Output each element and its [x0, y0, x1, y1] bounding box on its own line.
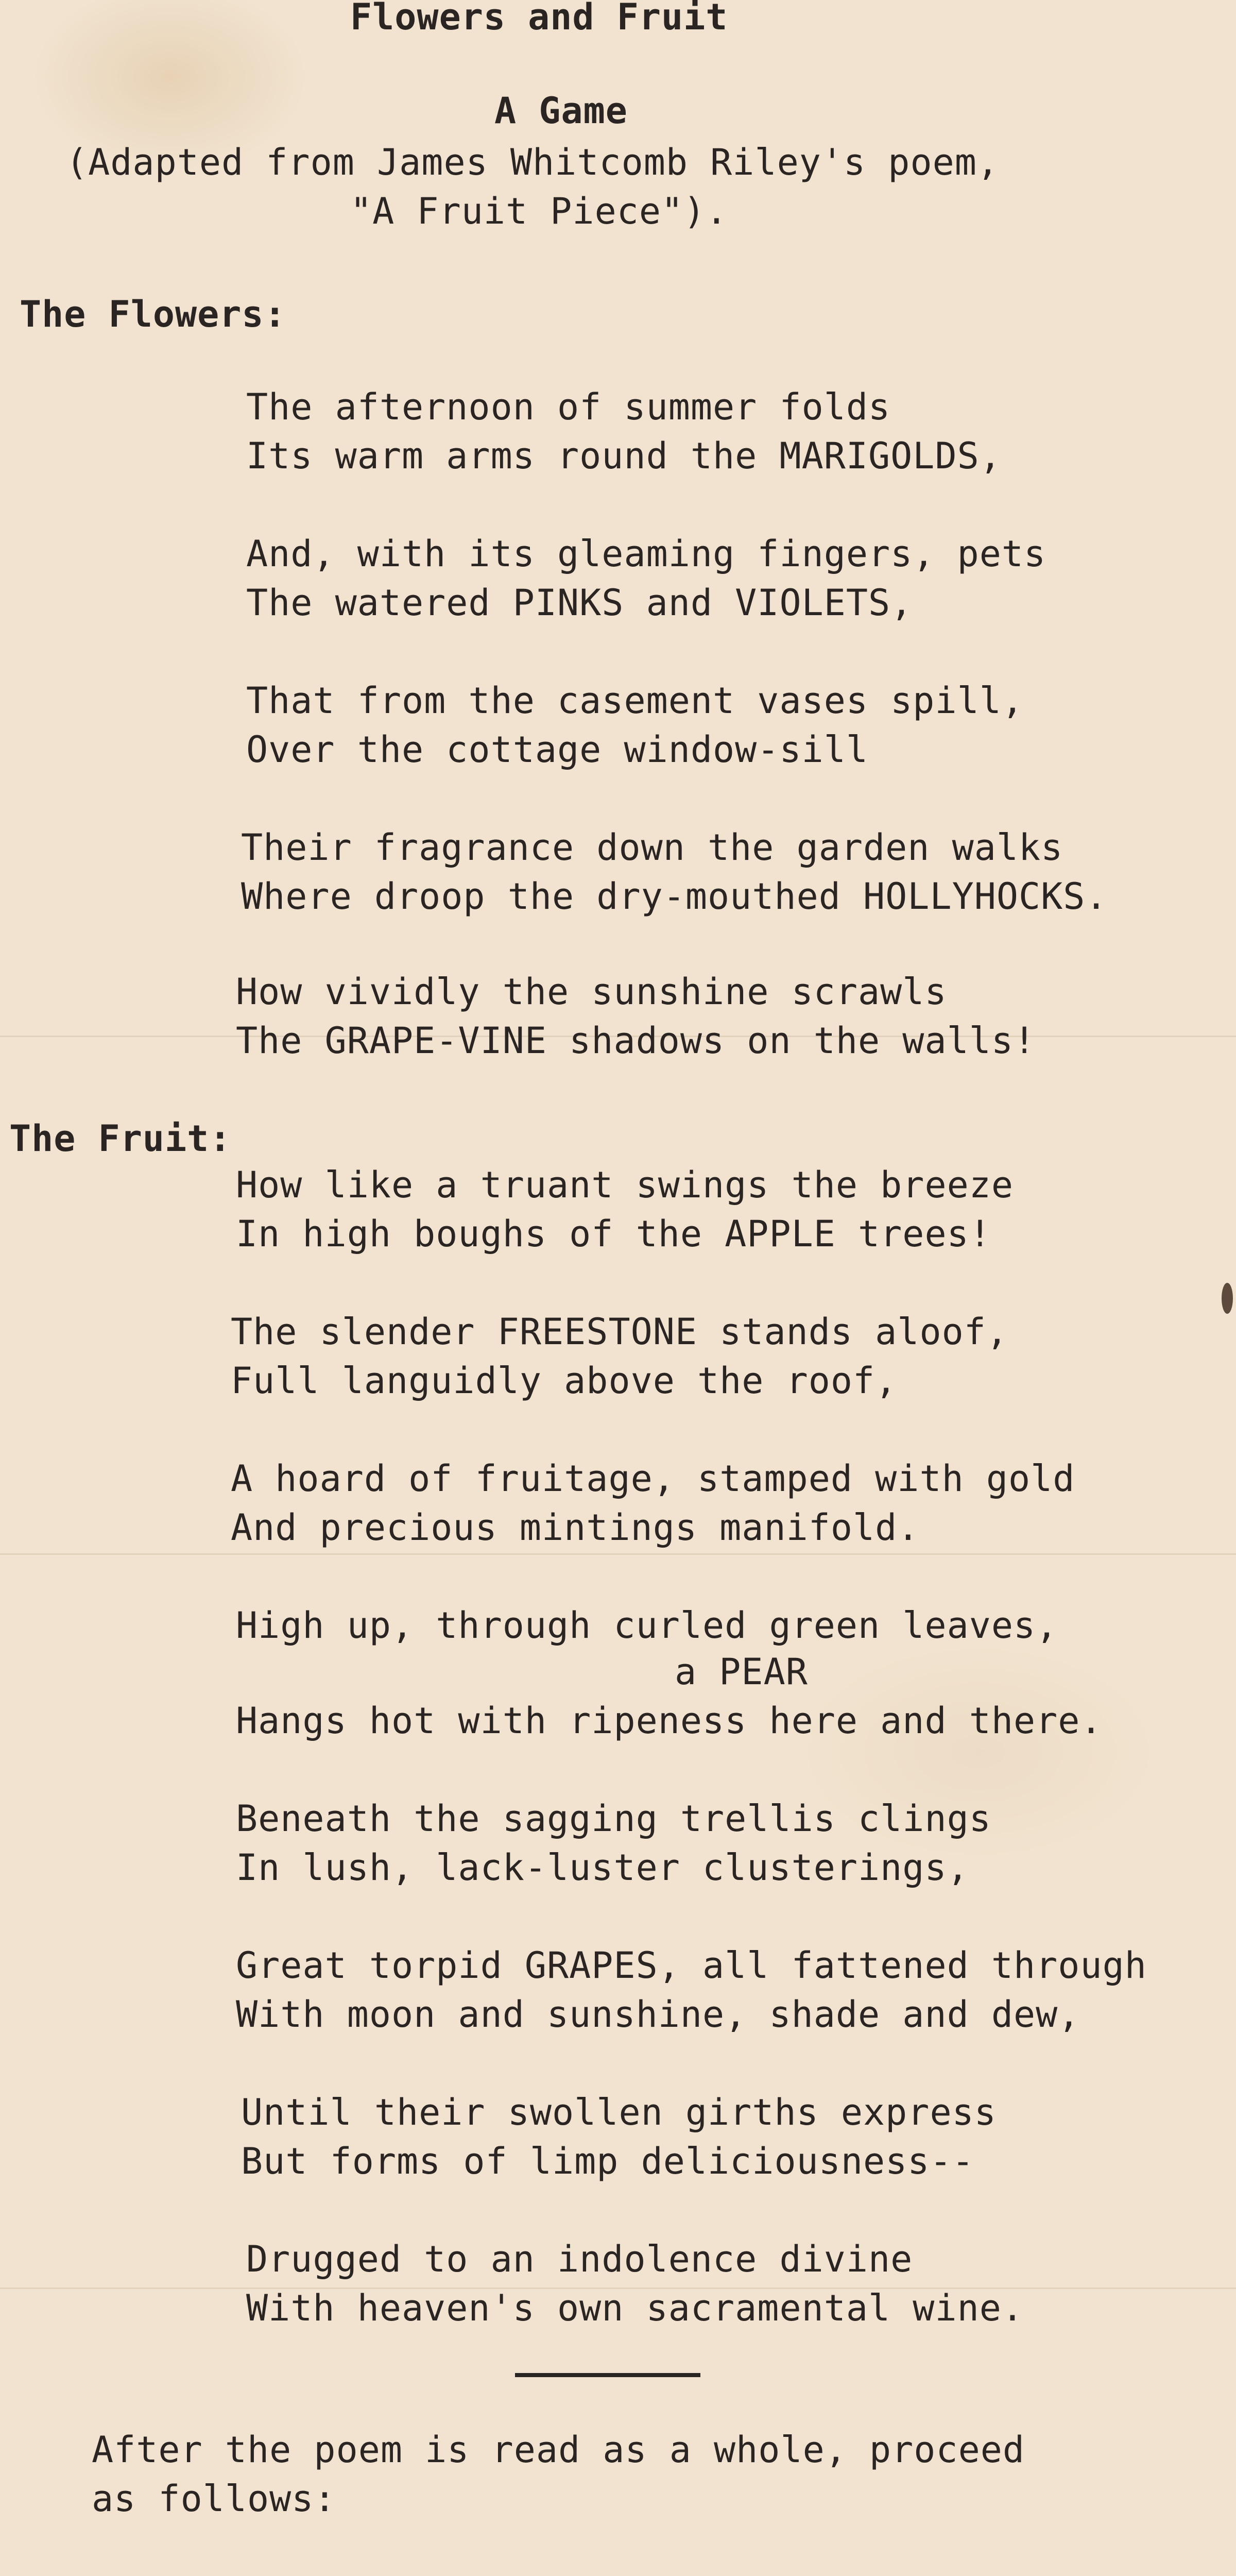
poem-line: But forms of limp deliciousness-- [241, 2140, 974, 2182]
poem-line: Its warm arms round the MARIGOLDS, [246, 435, 1002, 477]
poem-line: Until their swollen girths express [241, 2091, 997, 2133]
poem-line: Drugged to an indolence divine [246, 2238, 913, 2280]
poem-line: A hoard of fruitage, stamped with gold [231, 1458, 1075, 1500]
poem-line: The slender FREESTONE stands aloof, [231, 1311, 1009, 1353]
instructions-intro: After the poem is read as a whole, proceed [92, 2429, 1025, 2471]
poem-line: With moon and sunshine, shade and dew, [236, 1993, 1080, 2036]
instructions-intro: as follows: [92, 2478, 336, 2520]
poem-line: Beneath the sagging trellis clings [236, 1798, 991, 1840]
poem-line: Great torpid GRAPES, all fattened through [236, 1944, 1147, 1987]
poem-line: Over the cottage window-sill [246, 728, 869, 771]
poem-line: The afternoon of summer folds [246, 386, 891, 428]
poem-line: Full languidly above the roof, [231, 1360, 898, 1402]
poem-line: Their fragrance down the garden walks [241, 826, 1063, 869]
page-subtitle: A Game [494, 90, 628, 132]
poem-line: How like a truant swings the breeze [236, 1164, 1014, 1206]
poem-line: In high boughs of the APPLE trees! [236, 1213, 991, 1255]
poem-line: And, with its gleaming fingers, pets [246, 533, 1046, 575]
page-title: Flowers and Fruit [350, 0, 728, 38]
poem-line: In lush, lack-luster clusterings, [236, 1846, 969, 1889]
section-divider [515, 2373, 700, 2377]
step-number [30, 2573, 74, 2576]
poem-line: The watered PINKS and VIOLETS, [246, 582, 913, 624]
poem-line: How vividly the sunshine scrawls [236, 971, 947, 1013]
attribution-line: "A Fruit Piece"). [350, 190, 728, 232]
poem-line: That from the casement vases spill, [246, 680, 1024, 722]
poem-line: Hangs hot with ripeness here and there. [236, 1700, 1103, 1742]
fold-crease [0, 1553, 1236, 1555]
flowers-heading: The Flowers: [20, 293, 286, 335]
ink-spot [1222, 1283, 1233, 1314]
poem-line: a PEAR [675, 1651, 808, 1693]
poem-line: And precious mintings manifold. [231, 1506, 920, 1549]
step-line [123, 2573, 1078, 2576]
poem-line: High up, through curled green leaves, [236, 1604, 1058, 1647]
fruit-heading: The Fruit: [9, 1117, 232, 1160]
poem-line: The GRAPE-VINE shadows on the walls! [236, 1020, 1036, 1062]
attribution-line: (Adapted from James Whitcomb Riley's poem, [66, 141, 1000, 183]
poem-line: With heaven's own sacramental wine. [246, 2287, 1024, 2329]
poem-line: Where droop the dry-mouthed HOLLYHOCKS. [241, 875, 1108, 918]
